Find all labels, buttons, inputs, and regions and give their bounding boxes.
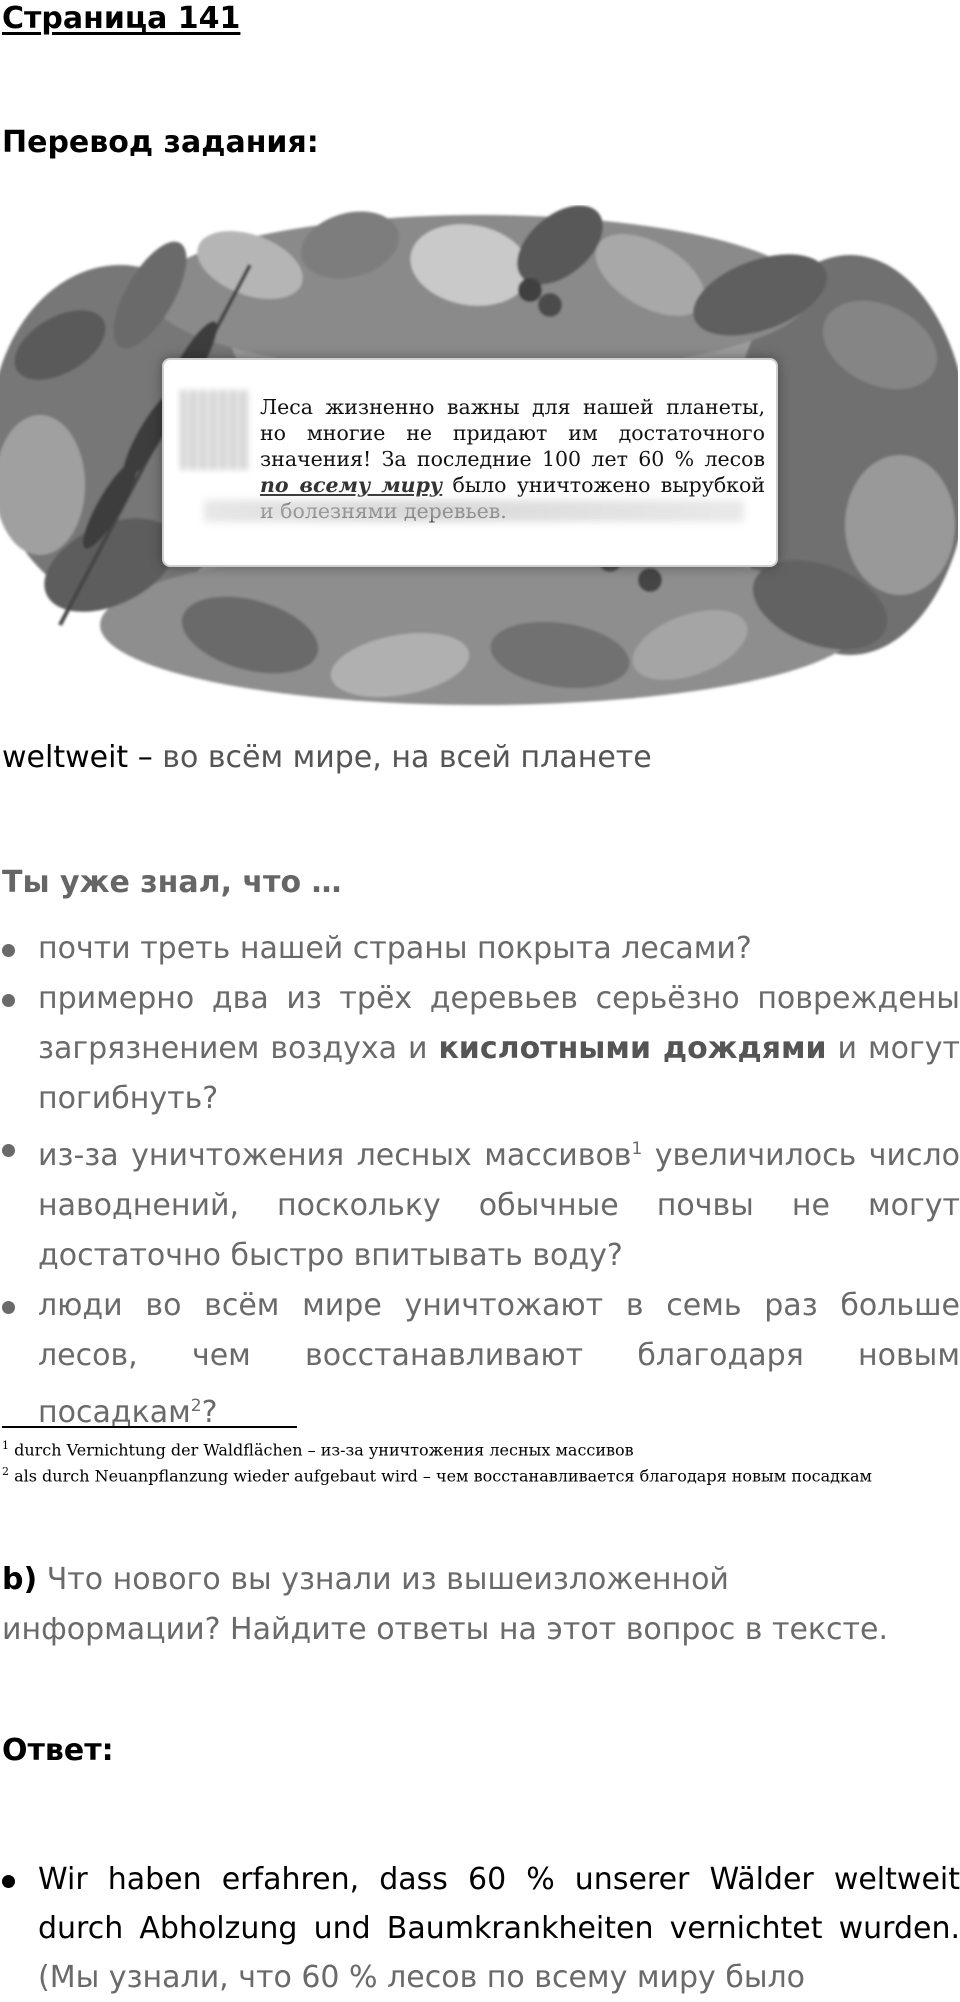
vocab-entry: weltweit – во всём мире, на всей планете [2,740,652,775]
answer-heading: Ответ: [2,1733,114,1768]
list-item: Wir haben erfahren, dass 60 % unserer Wälder weltweit durch Abholzung und Baumkrankheiten vernichtet wurden. (Мы узнали, что 60 % лесов по всему миру было [0,1855,960,2002]
callout-text: Леса жизненно важны для нашей планеты, но многие не придают им достаточного значения! За последние 100 лет 60 % лесов по всему миру было уничтожено вырубкой [260,395,765,497]
footnote-divider [2,1426,297,1428]
list-item: люди во всём мире уничтожают в семь раз больше лесов, чем восстанавливают благодаря новым посадкам$^2$? [0,1281,960,1438]
faded-icon [180,390,250,470]
fact-list [0,924,960,1438]
forest-info-callout [162,358,778,567]
translation-heading: Перевод задания: [2,125,319,160]
faded-text-band [204,500,744,522]
did-you-know-title: Ты уже знал, что … [2,865,342,900]
list-item: почти треть нашей страны покрыта лесами? [0,924,960,974]
list-item: примерно два из трёх деревьев серьёзно повреждены загрязнением воздуха и кислотными дождями и могут погибнуть? [0,974,960,1124]
footnotes [2,1435,952,1488]
list-item: из-за уничтожения лесных массивов$^1$ увеличилось число наводнений, поскольку обычные почвы не могут достаточно быстро впитывать воду? [0,1124,960,1281]
page-title: Страница 141 [2,1,241,36]
footnote: $^2$ als durch Neuanpflanzung wieder aufgebaut wird – чем восстанавливается благодаря новым посадкам [2,1465,872,1486]
footnote: $^1$ durch Vernichtung der Waldflächen – из-за уничтожения лесных массивов [2,1439,634,1460]
answer-list [0,1855,960,2002]
task-b: b) Что нового вы узнали из вышеизложенной информации? Найдите ответы на этот вопрос в тексте. [2,1562,889,1647]
